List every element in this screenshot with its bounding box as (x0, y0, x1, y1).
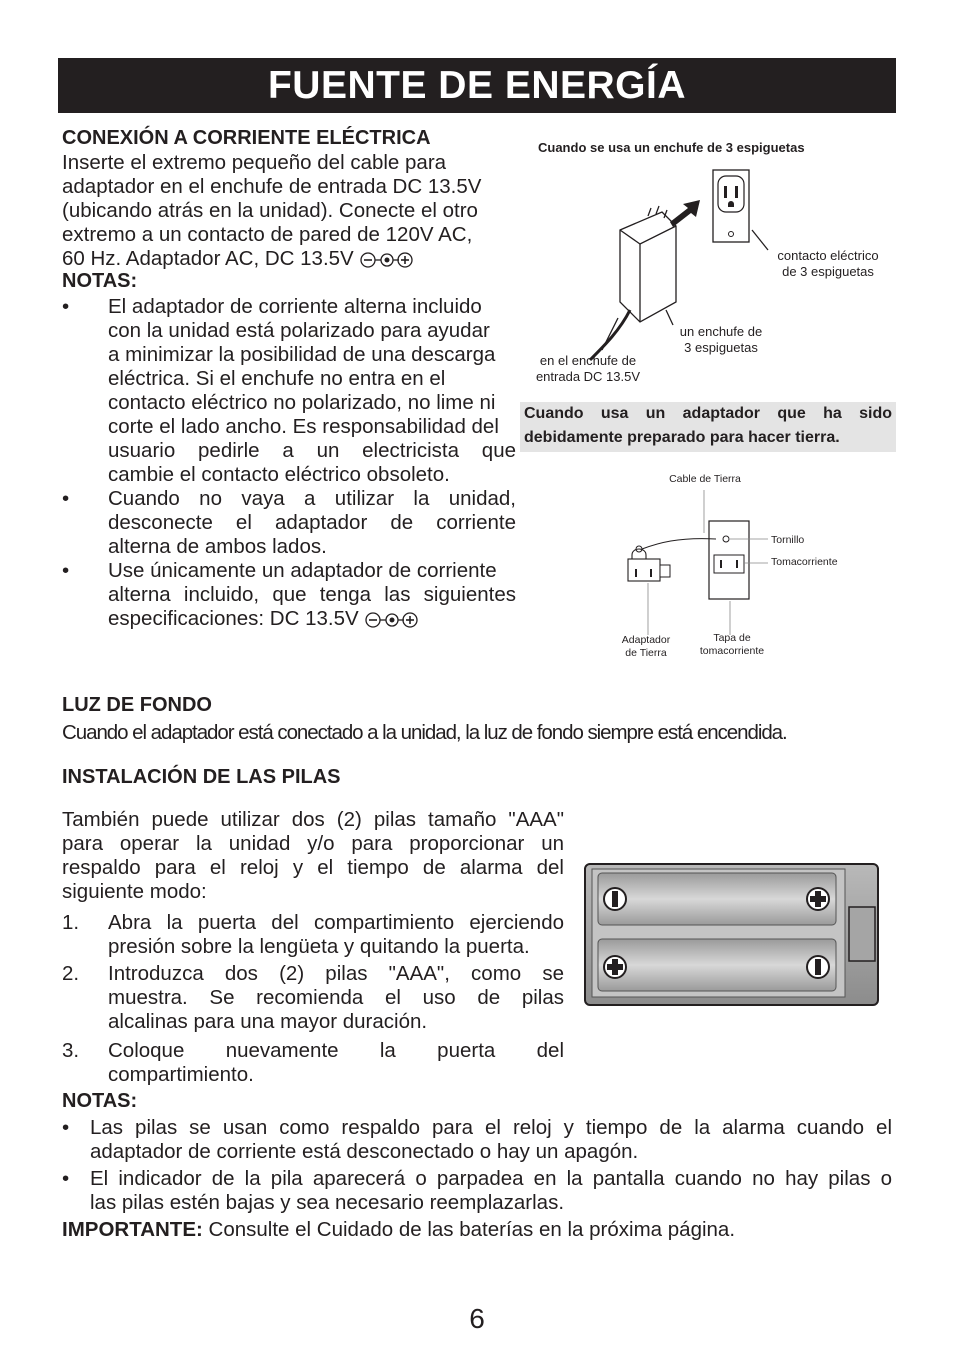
text-line: (ubicando atrás en la unidad). Conecte el otro (62, 199, 478, 222)
grounding-adapter-illustration (618, 485, 778, 635)
text-line: compartimiento. (108, 1063, 254, 1086)
importante-label: IMPORTANTE: (62, 1218, 203, 1241)
label-adaptador (608, 634, 684, 660)
notas-heading: NOTAS: (62, 270, 138, 292)
text-line: con la unidad está polarizado para ayudar (108, 319, 490, 342)
text-line: usuario pedirle a un electricista que (108, 439, 516, 462)
text-line: para operar la unidad y/o para proporcionar un (62, 832, 564, 855)
text-line: 3 espiguetas (684, 340, 758, 355)
bullet: • (62, 1116, 70, 1139)
step-number: 3. (62, 1039, 80, 1062)
luz-text: Cuando el adaptador está conectado a la unidad, la luz de fondo siempre está encendida. (62, 721, 787, 744)
text-line: contacto eléctrico no polarizado, no lime ni (108, 391, 496, 414)
bullet: • (62, 487, 70, 510)
text-line: Cuando no vaya a utilizar la unidad, (108, 487, 516, 510)
notas-heading-pilas: NOTAS: (62, 1090, 138, 1112)
importante-note (62, 1218, 735, 1242)
text-line: siguiente modo: (62, 880, 207, 903)
conexion-paragraph (62, 151, 516, 271)
text-line: extremo a un contacto de pared de 120V AC, (62, 223, 473, 246)
note-item (62, 1116, 892, 1164)
text-line: respaldo para el reloj y el tiempo de alarma del (62, 856, 564, 879)
label-enchufe (670, 324, 772, 356)
section-heading-pilas: INSTALACIÓN DE LAS PILAS (62, 766, 341, 788)
text-line: las pilas estén bajas y sea necesario reemplazarlas. (90, 1191, 565, 1214)
pilas-intro (62, 808, 564, 904)
note-item (62, 1167, 892, 1215)
label-contacto (770, 248, 886, 280)
text-line: entrada DC 13.5V (535, 369, 641, 384)
text-line: alterna de ambos lados. (108, 535, 327, 558)
text-line: El indicador de la pila aparecerá o parpadea en la pantalla cuando no hay pilas o (90, 1167, 892, 1190)
importante-text: Consulte el Cuidado de las baterías en la próxima página. (202, 1218, 736, 1241)
text-line: Tapa de (713, 632, 751, 644)
text-line: de Tierra (625, 647, 667, 659)
step-item (62, 962, 564, 1034)
text-line: Inserte el extremo pequeño del cable para (62, 151, 447, 174)
text-line: adaptador en el enchufe de entrada DC 13.5V (62, 175, 482, 198)
text-line: a minimizar la posibilidad de una descarga (108, 343, 496, 366)
text-line: Introduzca dos (2) pilas "AAA", como se (108, 962, 564, 985)
note-item (62, 487, 516, 559)
battery-compartment-illustration (584, 863, 880, 1007)
text-line: corte el lado ancho. Es responsabilidad del (108, 415, 499, 438)
grounding-callout (520, 402, 896, 452)
section-heading-conexion: CONEXIÓN A CORRIENTE ELÉCTRICA (62, 127, 431, 149)
text-line: alterna incluido, que tenga las siguientes (108, 583, 516, 606)
text-line: También puede utilizar dos (2) pilas tamaño "AAA" (62, 808, 564, 831)
text-line: Use únicamente un adaptador de corriente (108, 559, 497, 582)
text-line: contacto eléctrico (777, 248, 879, 263)
bullet: • (62, 559, 70, 582)
section-heading-luz: LUZ DE FONDO (62, 694, 212, 716)
text-line: Abra la puerta del compartimiento ejerciendo (108, 911, 564, 934)
note-item (62, 295, 516, 487)
text-line: presión sobre la lengüeta y quitando la puerta. (108, 935, 530, 958)
text-line: alcalinas para una mayor duración. (108, 1010, 428, 1033)
step-item (62, 911, 564, 959)
text-line: de 3 espiguetas (782, 264, 874, 279)
label-cable-tierra: Cable de Tierra (669, 473, 741, 485)
text-line: Adaptador (621, 634, 671, 646)
step-item (62, 1039, 564, 1087)
text-line (108, 607, 516, 631)
text-line: eléctrica. Si el enchufe no entra en el (108, 367, 446, 390)
text-line: muestra. Se recomienda el uso de pilas (108, 986, 564, 1009)
bullet: • (62, 1167, 70, 1190)
figure-caption: Cuando se usa un enchufe de 3 espiguetas (538, 140, 805, 155)
label-tornillo: Tornillo (771, 534, 805, 546)
page-title: FUENTE DE ENERGÍA (58, 58, 896, 113)
text-line: desconecte el adaptador de corriente (108, 511, 516, 534)
text-line: Las pilas se usan como respaldo para el reloj y tiempo de la alarma cuando el (90, 1116, 892, 1139)
note-item (62, 559, 516, 631)
step-number: 2. (62, 962, 80, 985)
text-line: Coloque nuevamente la puerta del (108, 1039, 564, 1062)
label-tomacorriente: Tomacorriente (771, 556, 838, 568)
page-number: 6 (469, 1303, 485, 1334)
text-span: 60 Hz. Adaptador AC, DC 13.5V (62, 247, 354, 270)
text-line: un enchufe de (679, 324, 763, 339)
text-line: El adaptador de corriente alterna incluido (108, 295, 482, 318)
step-number: 1. (62, 911, 80, 934)
polarity-icon (359, 250, 415, 270)
text-line: cambie el contacto eléctrico obsoleto. (108, 463, 450, 486)
text-line: tomacorriente (699, 645, 765, 657)
text-line (62, 247, 516, 271)
text-span: especificaciones: DC 13.5V (108, 607, 359, 630)
text-line: debidamente preparado para hacer tierra. (524, 429, 840, 446)
text-line: en el enchufe de (539, 353, 637, 368)
label-tapa (690, 632, 774, 658)
label-entrada (530, 353, 646, 385)
bullet: • (62, 295, 70, 318)
text-line: adaptador de corriente está desconectado o hay un apagón. (90, 1140, 639, 1163)
polarity-icon (364, 610, 420, 630)
text-line: Cuando usa un adaptador que ha sido (524, 405, 892, 422)
